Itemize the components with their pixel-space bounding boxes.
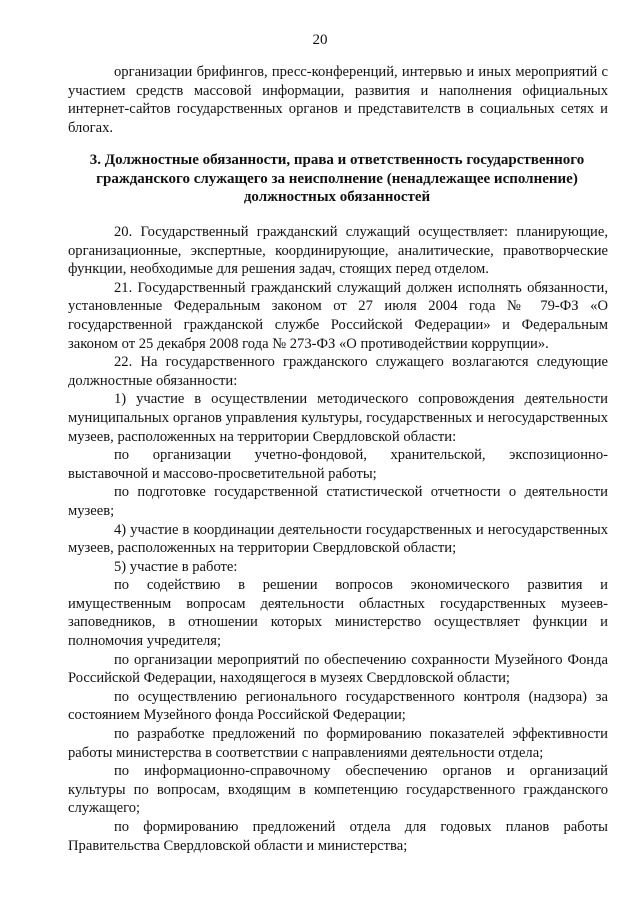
list-subitem-plans: по формированию предложений отдела для годовых планов работы Правительства Свердловской области и министерства; <box>68 819 608 854</box>
paragraph-22: 22. На государственного гражданского служащего возлагаются следующие должностные обязанности: <box>68 354 608 389</box>
paragraph-20: 20. Государственный гражданский служащий осуществляет: планирующие, организационные, экспертные, координирующие, аналитические, правотворческие функции, необходимые для решения задач, стоящих перед отделом. <box>68 224 608 278</box>
section-heading: 3. Должностные обязанности, права и ответственность государственного гражданского служащего за неисполнение (ненадлежащее исполнение) должностных обязанностей <box>89 152 585 206</box>
page-number: 20 <box>312 32 328 48</box>
body-text <box>68 223 608 855</box>
list-subitem-information: по информационно-справочному обеспечению органов и организаций культуры по вопросам, входящим в компетенцию государственного гражданского служащего; <box>68 763 608 817</box>
list-subitem-accounting: по организации учетно-фондовой, хранительской, экспозиционно-выставочной и массово-просветительной работы; <box>68 447 608 482</box>
list-item-4: 4) участие в координации деятельности государственных и негосударственных музеев, расположенных на территории Свердловской области; <box>68 521 608 557</box>
list-subitem-statistics: по подготовке государственной статистической отчетности о деятельности музеев; <box>68 484 608 519</box>
list-subitem-indicators: по разработке предложений по формированию показателей эффективности работы министерства в соответствии с направлениями деятельности отдела; <box>68 726 608 761</box>
list-subitem-control: по осуществлению регионального государственного контроля (надзора) за состоянием Музейного фонда Российской Федерации; <box>68 688 608 724</box>
paragraph-21: 21. Государственный гражданский служащий должен исполнять обязанности, установленные Федеральным законом от 27 июля 2004 года № 79-ФЗ «О государственной гражданской службе Российской Федерации» и Федеральным законом от 25 декабря 2008 года № 273-ФЗ «О противодействии коррупции». <box>68 279 608 352</box>
intro-paragraph: организации брифингов, пресс-конференций, интервью и иных мероприятий с участием средств массовой информации, развития и наполнения официальных интернет-сайтов государственных органов и представителств в социальных сетях и блогах. <box>68 64 608 136</box>
intro-block <box>68 63 608 137</box>
list-item-1: 1) участие в осуществлении методического сопровождения деятельности муниципальных органов управления культуры, государственных и негосударственных музеев, расположенных на территории Свердловской области: <box>68 391 608 445</box>
list-item-5: 5) участие в работе: <box>114 558 238 575</box>
list-subitem-economic: по содействию в решении вопросов экономического развития и имущественным вопросам деятельности областных государственных музеев-заповедников, в отношении которых министерство осуществляет функции и полномочия учредителя; <box>68 577 608 650</box>
list-subitem-preservation: по организации мероприятий по обеспечению сохранности Музейного Фонда Российской Федерации, находящегося в музеях Свердловской области; <box>68 651 608 687</box>
